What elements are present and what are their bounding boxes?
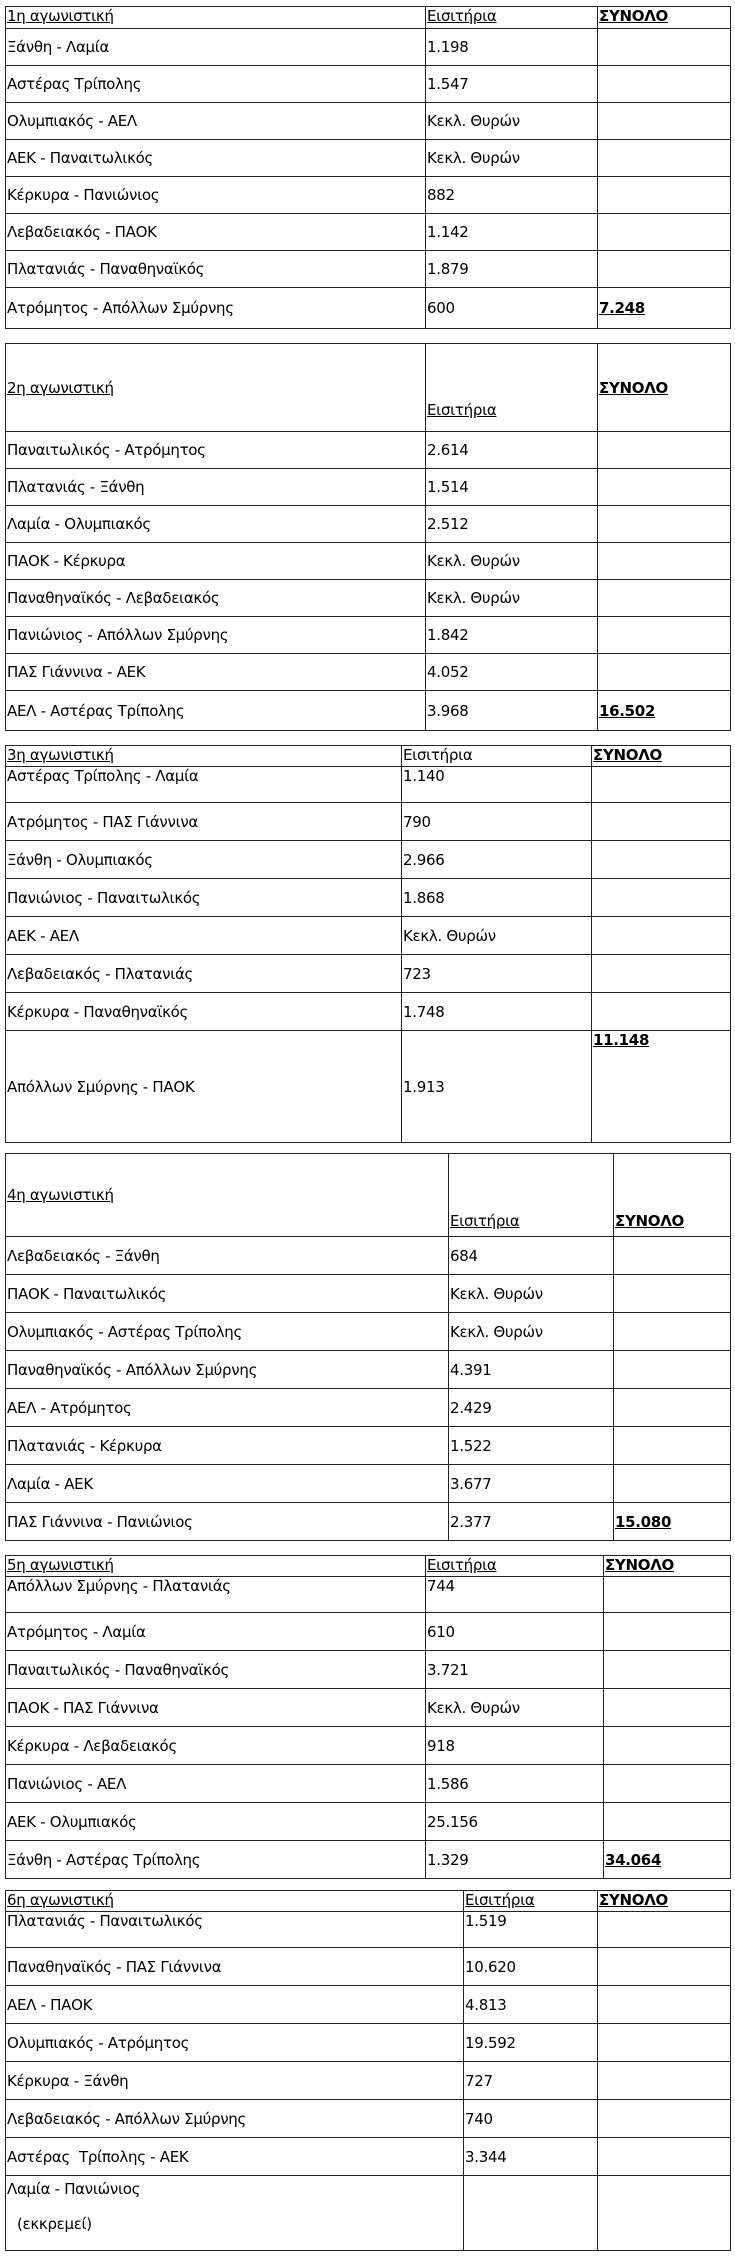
match-cell: ΑΕΛ - ΠΑΟΚ [6, 1986, 464, 2024]
total-cell [592, 879, 731, 917]
match-cell: Απόλλων Σμύρνης - ΠΑΟΚ [6, 1031, 402, 1143]
match-cell: Ολυμπιακός - Αστέρας Τρίπολης [6, 1313, 449, 1351]
table-row [6, 2176, 731, 2251]
total-cell [598, 251, 731, 288]
table-row [6, 1948, 731, 1986]
total-cell [592, 841, 731, 879]
tickets-cell: 1.879 [426, 251, 598, 288]
table-row [6, 1803, 731, 1841]
total-cell [614, 1237, 731, 1275]
total-cell [598, 469, 731, 506]
match-cell: Ξάνθη - Λαμία [6, 29, 426, 66]
total-header: ΣΥΝΟΛΟ [592, 746, 731, 767]
total-cell [614, 1427, 731, 1465]
total-cell [598, 177, 731, 214]
tickets-cell: Κεκλ. Θυρών [426, 1689, 604, 1727]
match-cell: Παναιτωλικός - Παναθηναϊκός [6, 1651, 426, 1689]
total-cell [604, 1803, 731, 1841]
match-cell: ΠΑΟΚ - Παναιτωλικός [6, 1275, 449, 1313]
match-cell: Απόλλων Σμύρνης - Πλατανιάς [6, 1577, 426, 1613]
match-cell: ΠΑΣ Γιάννινα - ΑΕΚ [6, 654, 426, 691]
table-row [6, 767, 731, 803]
tickets-cell: 3.677 [449, 1465, 614, 1503]
round-title: 4η αγωνιστική [6, 1154, 449, 1237]
total-header: ΣΥΝΟΛΟ [604, 1556, 731, 1577]
total-cell [598, 1986, 731, 2024]
total-cell [592, 955, 731, 993]
table-header-row [6, 344, 731, 432]
round-1-table [5, 6, 731, 329]
match-cell: Κέρκυρα - Παναθηναϊκός [6, 993, 402, 1031]
round-title: 3η αγωνιστική [6, 746, 402, 767]
tickets-cell: 1.142 [426, 214, 598, 251]
tickets-cell: 4.813 [464, 1986, 598, 2024]
table-row [6, 580, 731, 617]
tickets-cell: Κεκλ. Θυρών [426, 543, 598, 580]
round-total: 7.248 [598, 288, 731, 329]
table-row [6, 432, 731, 469]
total-cell [598, 29, 731, 66]
tickets-header: Εισιτήρια [426, 7, 598, 29]
tickets-cell: 610 [426, 1613, 604, 1651]
match-cell: Πανιώνιος - ΑΕΛ [6, 1765, 426, 1803]
match-cell: Παναιτωλικός - Ατρόμητος [6, 432, 426, 469]
total-cell [598, 543, 731, 580]
tickets-cell: 1.329 [426, 1841, 604, 1879]
table-row [6, 1689, 731, 1727]
match-cell: ΠΑΟΚ - Κέρκυρα [6, 543, 426, 580]
match-cell: Αστέρας Τρίπολης - Λαμία [6, 767, 402, 803]
table-row [6, 66, 731, 103]
table-row [6, 2062, 731, 2100]
tickets-cell: 3.968 [426, 691, 598, 731]
total-cell [614, 1351, 731, 1389]
total-header: ΣΥΝΟΛΟ [598, 7, 731, 29]
total-cell [598, 506, 731, 543]
tickets-cell: 10.620 [464, 1948, 598, 1986]
match-cell: Κέρκυρα - Ξάνθη [6, 2062, 464, 2100]
match-cell: Αστέρας Τρίπολης [6, 66, 426, 103]
round-total: 16.502 [598, 691, 731, 731]
tickets-cell: 744 [426, 1577, 604, 1613]
tickets-cell: 3.344 [464, 2138, 598, 2176]
match-cell: Λεβαδειακός - Πλατανιάς [6, 955, 402, 993]
match-cell: Ολυμπιακός - ΑΕΛ [6, 103, 426, 140]
table-header-row [6, 746, 731, 767]
total-cell [592, 803, 731, 841]
tickets-cell: 2.377 [449, 1503, 614, 1541]
table-row [6, 103, 731, 140]
table-row [6, 1313, 731, 1351]
table-row [6, 1986, 731, 2024]
table-row [6, 2138, 731, 2176]
table-row [6, 1765, 731, 1803]
match-cell: Αστέρας Τρίπολης - ΑΕΚ [6, 2138, 464, 2176]
table-row [6, 1841, 731, 1879]
total-header: ΣΥΝΟΛΟ [598, 1891, 731, 1912]
total-cell [598, 1948, 731, 1986]
tickets-cell: 4.052 [426, 654, 598, 691]
tickets-cell: 2.429 [449, 1389, 614, 1427]
table-row [6, 879, 731, 917]
table-row [6, 29, 731, 66]
table-row [6, 993, 731, 1031]
match-cell: Πλατανιάς - Παναιτωλικός [6, 1912, 464, 1948]
tickets-cell: 600 [426, 288, 598, 329]
table-row [6, 841, 731, 879]
tickets-cell: 1.868 [402, 879, 592, 917]
table-row [6, 506, 731, 543]
table-row [6, 177, 731, 214]
tickets-header: Εισιτήρια [402, 746, 592, 767]
table-row [6, 1613, 731, 1651]
round-title: 2η αγωνιστική [6, 344, 426, 432]
tickets-cell: 684 [449, 1237, 614, 1275]
match-cell: Παναθηναϊκός - ΠΑΣ Γιάννινα [6, 1948, 464, 1986]
match-cell: Πλατανιάς - Παναθηναϊκός [6, 251, 426, 288]
total-cell [614, 1313, 731, 1351]
total-cell [598, 214, 731, 251]
tickets-cell: 1.547 [426, 66, 598, 103]
match-cell: Πλατανιάς - Ξάνθη [6, 469, 426, 506]
round-total: 15.080 [614, 1503, 731, 1541]
table-row [6, 1651, 731, 1689]
table-header-row [6, 1154, 731, 1237]
total-cell [598, 2024, 731, 2062]
total-cell [598, 2138, 731, 2176]
tickets-cell: 25.156 [426, 1803, 604, 1841]
total-cell [598, 1912, 731, 1948]
round-total: 34.064 [604, 1841, 731, 1879]
round-5-table [5, 1555, 731, 1879]
total-cell [604, 1689, 731, 1727]
tickets-cell: 1.198 [426, 29, 598, 66]
match-cell: Παναθηναϊκός - Λεβαδειακός [6, 580, 426, 617]
table-row [6, 1031, 731, 1143]
table-row [6, 1275, 731, 1313]
total-header: ΣΥΝΟΛΟ [598, 344, 731, 432]
round-6-table [5, 1890, 731, 2251]
total-cell [592, 917, 731, 955]
match-cell: ΑΕΛ - Αστέρας Τρίπολης [6, 691, 426, 731]
table-row [6, 1503, 731, 1541]
total-cell [604, 1613, 731, 1651]
tickets-cell: 727 [464, 2062, 598, 2100]
match-cell: ΑΕΛ - Ατρόμητος [6, 1389, 449, 1427]
match-cell: ΑΕΚ - Ολυμπιακός [6, 1803, 426, 1841]
table-row [6, 1237, 731, 1275]
tickets-cell: Κεκλ. Θυρών [426, 140, 598, 177]
total-cell [598, 2062, 731, 2100]
tickets-cell: Κεκλ. Θυρών [426, 580, 598, 617]
tickets-cell: 882 [426, 177, 598, 214]
total-cell [604, 1727, 731, 1765]
table-row [6, 917, 731, 955]
pending-match: Λαμία - Πανιώνιος [7, 2180, 141, 2198]
table-row [6, 2100, 731, 2138]
table-header-row [6, 1556, 731, 1577]
table-row [6, 955, 731, 993]
match-cell: Λεβαδειακός - Ξάνθη [6, 1237, 449, 1275]
round-2-table [5, 343, 731, 731]
match-cell: Ξάνθη - Αστέρας Τρίπολης [6, 1841, 426, 1879]
table-row [6, 617, 731, 654]
table-row [6, 140, 731, 177]
tickets-cell: 740 [464, 2100, 598, 2138]
match-cell: ΠΑΟΚ - ΠΑΣ Γιάννινα [6, 1689, 426, 1727]
match-cell: Ξάνθη - Ολυμπιακός [6, 841, 402, 879]
total-cell [604, 1577, 731, 1613]
total-cell [604, 1651, 731, 1689]
total-cell [598, 432, 731, 469]
table-header-row [6, 7, 731, 29]
table-row [6, 251, 731, 288]
match-cell: Πανιώνιος - Παναιτωλικός [6, 879, 402, 917]
table-row [6, 1427, 731, 1465]
tickets-cell: 790 [402, 803, 592, 841]
total-cell [614, 1465, 731, 1503]
tickets-header: Εισιτήρια [426, 344, 598, 432]
tickets-cell: 1.748 [402, 993, 592, 1031]
round-total [598, 2176, 731, 2251]
table-row [6, 691, 731, 731]
tickets-header: Εισιτήρια [464, 1891, 598, 1912]
tickets-cell: 723 [402, 955, 592, 993]
total-cell [598, 140, 731, 177]
match-cell: ΑΕΚ - Παναιτωλικός [6, 140, 426, 177]
pending-match-cell [6, 2176, 464, 2251]
table-row [6, 469, 731, 506]
tickets-cell: Κεκλ. Θυρών [402, 917, 592, 955]
table-row [6, 543, 731, 580]
match-cell: Πανιώνιος - Απόλλων Σμύρνης [6, 617, 426, 654]
table-row [6, 1465, 731, 1503]
tickets-cell: 1.514 [426, 469, 598, 506]
match-cell: Κέρκυρα - Λεβαδειακός [6, 1727, 426, 1765]
table-row [6, 1912, 731, 1948]
match-cell: Λεβαδειακός - Απόλλων Σμύρνης [6, 2100, 464, 2138]
total-cell [598, 617, 731, 654]
match-cell: Ατρόμητος - ΠΑΣ Γιάννινα [6, 803, 402, 841]
match-cell: Λαμία - Ολυμπιακός [6, 506, 426, 543]
total-cell [614, 1389, 731, 1427]
pending-note: (εκκρεμεί) [17, 2215, 92, 2233]
match-cell: Κέρκυρα - Πανιώνιος [6, 177, 426, 214]
match-cell: Ατρόμητος - Λαμία [6, 1613, 426, 1651]
match-cell: Πλατανιάς - Κέρκυρα [6, 1427, 449, 1465]
tickets-cell: 1.586 [426, 1765, 604, 1803]
tickets-cell: Κεκλ. Θυρών [426, 103, 598, 140]
total-cell [598, 103, 731, 140]
total-cell [598, 654, 731, 691]
match-cell: ΠΑΣ Γιάννινα - Πανιώνιος [6, 1503, 449, 1541]
tickets-cell: 1.913 [402, 1031, 592, 1143]
table-row [6, 1577, 731, 1613]
total-cell [598, 2100, 731, 2138]
table-row [6, 1389, 731, 1427]
table-row [6, 214, 731, 251]
tickets-cell: 2.512 [426, 506, 598, 543]
match-cell: Λεβαδειακός - ΠΑΟΚ [6, 214, 426, 251]
match-cell: ΑΕΚ - ΑΕΛ [6, 917, 402, 955]
total-cell [592, 767, 731, 803]
tickets-cell: 1.519 [464, 1912, 598, 1948]
table-row [6, 1351, 731, 1389]
match-cell: Παναθηναϊκός - Απόλλων Σμύρνης [6, 1351, 449, 1389]
tickets-cell: 4.391 [449, 1351, 614, 1389]
tickets-cell: 2.614 [426, 432, 598, 469]
total-cell [598, 66, 731, 103]
round-title: 6η αγωνιστική [6, 1891, 464, 1912]
round-total: 11.148 [592, 1031, 731, 1143]
tickets-cell [464, 2176, 598, 2251]
tickets-cell: 1.140 [402, 767, 592, 803]
tickets-cell: 1.842 [426, 617, 598, 654]
table-row [6, 2024, 731, 2062]
tickets-header: Εισιτήρια [449, 1154, 614, 1237]
table-row [6, 1727, 731, 1765]
tickets-cell: 2.966 [402, 841, 592, 879]
total-cell [598, 580, 731, 617]
tickets-cell: Κεκλ. Θυρών [449, 1275, 614, 1313]
tickets-cell: Κεκλ. Θυρών [449, 1313, 614, 1351]
table-row [6, 288, 731, 329]
round-title: 5η αγωνιστική [6, 1556, 426, 1577]
total-cell [604, 1765, 731, 1803]
tickets-cell: 3.721 [426, 1651, 604, 1689]
total-cell [592, 993, 731, 1031]
table-row [6, 654, 731, 691]
table-row [6, 803, 731, 841]
round-3-table [5, 745, 731, 1143]
tickets-header: Εισιτήρια [426, 1556, 604, 1577]
round-title: 1η αγωνιστική [6, 7, 426, 29]
total-cell [614, 1275, 731, 1313]
match-cell: Ατρόμητος - Απόλλων Σμύρνης [6, 288, 426, 329]
tickets-cell: 918 [426, 1727, 604, 1765]
round-4-table [5, 1153, 731, 1541]
match-cell: Ολυμπιακός - Ατρόμητος [6, 2024, 464, 2062]
match-cell: Λαμία - ΑΕΚ [6, 1465, 449, 1503]
total-header: ΣΥΝΟΛΟ [614, 1154, 731, 1237]
table-header-row [6, 1891, 731, 1912]
tickets-cell: 19.592 [464, 2024, 598, 2062]
tickets-cell: 1.522 [449, 1427, 614, 1465]
